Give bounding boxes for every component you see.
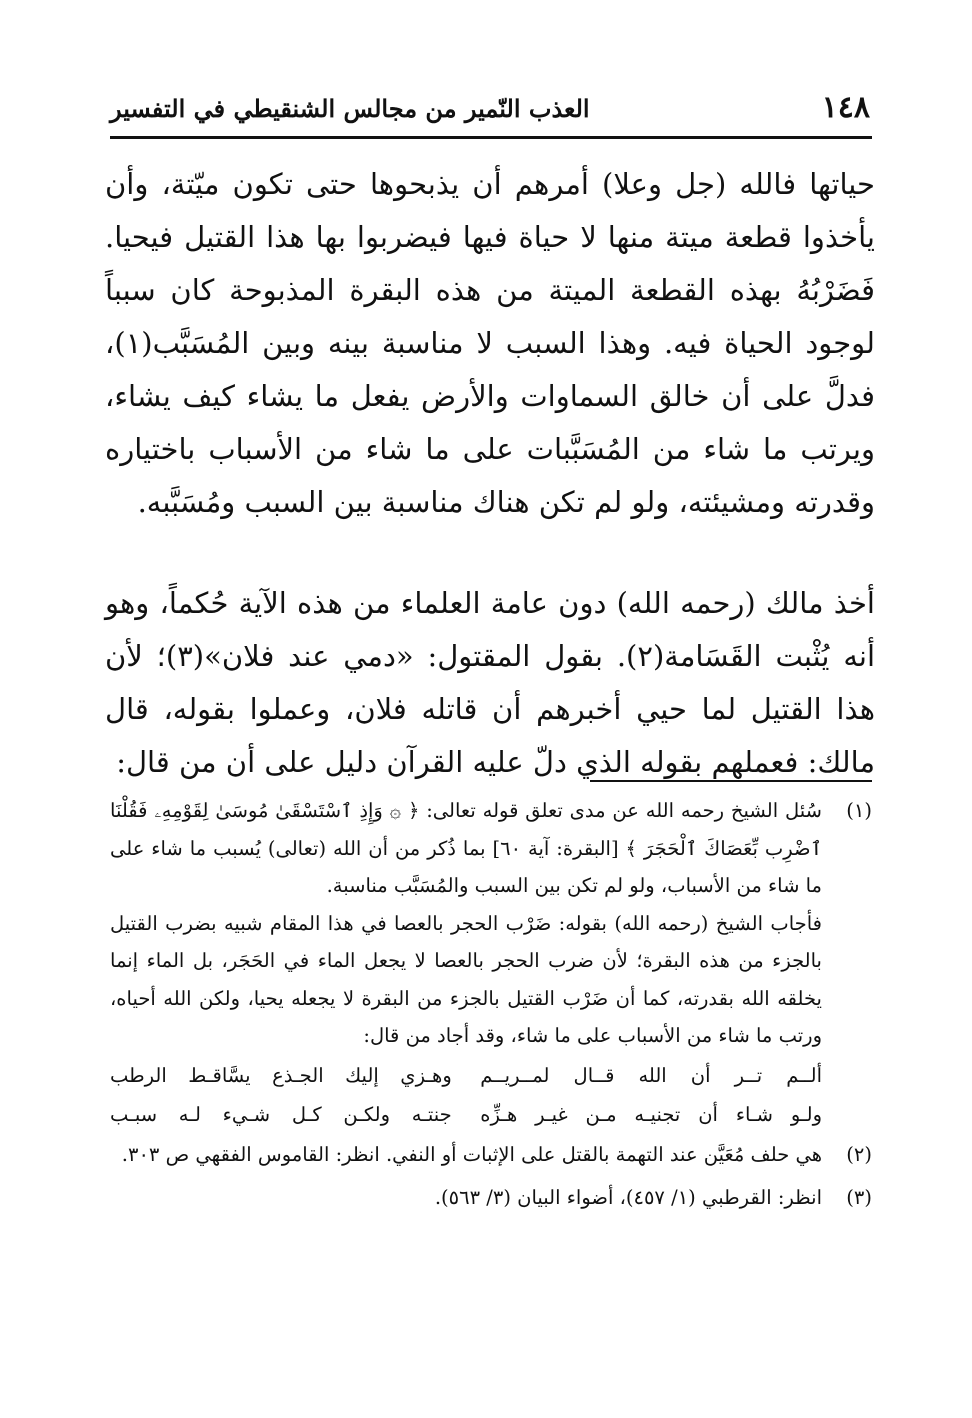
footnote-answer: فأجاب الشيخ (رحمه الله) بقوله: ضَرْب الحجر بالعصا في هذا المقام شبيه بضرب القتيل بالجزء من هذه البقرة؛ لأن ضرب الحجر بالعصا لا يجعل الماء في الحَجَر، بل الماء إنما يخلقه الله بقدرته، كما أن ضَرْب القتيل بالجزء من البقرة لا يجعله يحيا، ولكن الله أحياه، ورتب ما شاء من الأسباب على ما شاء، وقد أجاد من قال:: [110, 911, 822, 1047]
page-header: [110, 90, 870, 134]
verse-hemistich: ولـو شـاء أن تجنيـه مـن غيـر هـزِّه: [480, 1103, 822, 1126]
verse-line-2: [110, 1096, 822, 1134]
page-number: ١٤٨: [821, 90, 870, 125]
footnote-number: (٣): [846, 1186, 872, 1209]
header-divider: [110, 136, 872, 139]
footnote-3: [110, 1179, 872, 1217]
footnotes: [110, 792, 872, 1217]
footnote-text: انظر: القرطبي (١/ ٤٥٧)، أضواء البيان (٣/ ٥٦٣).: [434, 1186, 822, 1209]
footnote-2: [110, 1136, 872, 1174]
footnote-1: [110, 792, 872, 1134]
verse-hemistich: وهـزي إليك الجـذع يسَّاقـط الرطب: [110, 1063, 452, 1087]
footnote-number: (٢): [846, 1142, 872, 1166]
verse-hemistich: ألــم تــر أن الله قــال لمــريــم: [480, 1063, 822, 1087]
verse-hemistich: جنتـه ولكـن كـل شـيء لـه سبـب: [110, 1103, 452, 1126]
footnote-number: (١): [846, 799, 872, 822]
footnote-text: هي حلف مُعَيَّن عند التهمة بالقتل على الإثبات أو النفي. انظر: القاموس الفقهي ص ٣٠٣.: [121, 1142, 822, 1166]
paragraph-2: أخذ مالك (رحمه الله) دون عامة العلماء من هذه الآية حُكماً، وهو أنه يُثْبت القَسَامة(٢). بقول المقتول: «دمي عند فلان»(٣)؛ لأن هذا القتيل لما حيي أخبرهم أن قاتله فلان، وعملوا بقوله، قال مالك: فعملهم بقوله الذي دلّ عليه القرآن دليل على أن من قال:: [105, 586, 876, 779]
running-title: العذب النّمير من مجالس الشنقيطي في التفسير: [110, 94, 590, 123]
main-text: [105, 158, 875, 789]
footnote-question: سُئل الشيخ رحمه الله عن مدى تعلق قوله تعالى: ﴿ ۞ وَإِذِ ٱسْتَسْقَىٰ مُوسَىٰ لِقَوْمِهِۦ فَقُلْنَا ٱضْرِب بِّعَصَاكَ ٱلْحَجَرَ ﴾ [البقرة: آية ٦٠] بما ذُكر من أن الله (تعالى) يُسبب ما شاء على ما شاء من الأسباب، ولو لم تكن بين السبب والمُسَبَّب مناسبة.: [110, 799, 822, 897]
verse-line-1: [110, 1057, 822, 1095]
footnote-divider: [590, 780, 872, 782]
paragraph-1: حياتها فالله (جل وعلا) أمرهم أن يذبحوها حتى تكون ميّتة، وأن يأخذوا قطعة ميتة منها لا حياة فيها فيضربوا بها هذا القتيل فيحيا. فَضَرْبُهُ بهذه القطعة الميتة من هذه البقرة المذبوحة كان سبباً لوجود الحياة فيه. وهذا السبب لا مناسبة بينه وبين المُسَبَّب(١)، فدلَّ على أن خالق السماوات والأرض يفعل ما يشاء كيف يشاء، ويرتب ما شاء من المُسَبَّبات على ما شاء من الأسباب باختياره وقدرته ومشيئته، ولو لم تكن هناك مناسبة بين السبب ومُسَبَّبه.: [105, 167, 875, 519]
